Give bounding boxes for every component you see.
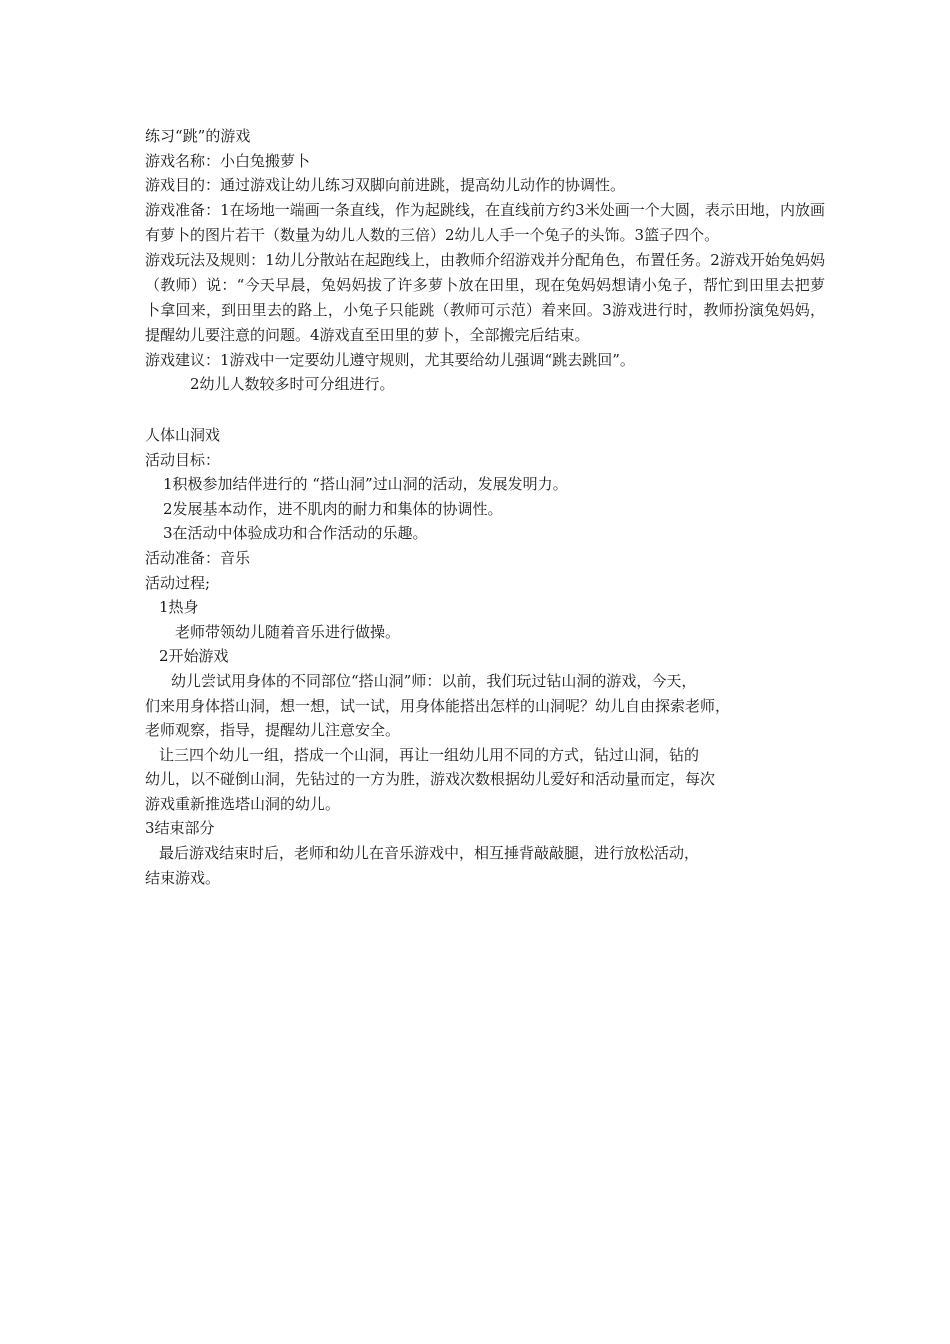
step-text: 们来用身体搭山洞，想一想，试一试，用身体能搭出怎样的山洞呢？幼儿自由探索老师， [145,696,731,715]
goal-label: 活动目标： [145,450,221,469]
step-text: 幼儿，以不碰倒山洞，先钻过的一方为胜，游戏次数根据幼儿爱好和活动量而定，每次 [145,770,716,789]
goal-item: 1积极参加结伴进行的 “搭山洞”过山洞的活动，发展发明力。 [163,475,568,494]
process-label: 活动过程; [145,573,211,592]
game-prep: 游戏准备：1在场地一端画一条直线，作为起跳线，在直线前方约3米处画一个大圆，表示田地，内放画有萝卜的图片若干（数量为幼儿人数的三倍）2幼儿人手一个兔子的头饰。3篮子四个。 [145,200,825,244]
step-title: 2开始游戏 [159,647,229,666]
game-rules: 游戏玩法及规则：1幼儿分散站在起跑线上，由教师介绍游戏并分配角色，布置任务。2游戏开始兔妈妈（教师）说：“今天早晨，兔妈妈拔了许多萝卜放在田里，现在兔妈妈想请小兔子，帮忙到田里去把萝卜拿回来，到田里去的路上，小兔子只能跳（教师可示范）着来回。3游戏进行时，教师扮演兔妈妈，提醒幼儿要注意的问题。4游戏直至田里的萝卜，全部搬完后结束。 [145,250,825,344]
step-text: 老师带领幼儿随着音乐进行做操。 [175,622,401,641]
game-name: 游戏名称：小白兔搬萝卜 [145,151,311,170]
step-title: 3结束部分 [145,819,215,838]
game-advice-1: 游戏建议：1游戏中一定要幼儿遵守规则，尤其要给幼儿强调“跳去跳回”。 [145,350,635,369]
step-text: 最后游戏结束时后，老师和幼儿在音乐游戏中，相互捶背敲敲腿，进行放松活动， [159,844,700,863]
goal-item: 2发展基本动作，进不肌肉的耐力和集体的协调性。 [163,499,503,518]
step-text: 幼儿尝试用身体的不同部位“搭山洞”师：以前，我们玩过钻山洞的游戏，今天， [171,671,697,690]
step-text: 老师观察，指导，提醒幼儿注意安全。 [145,721,401,740]
step-title: 1热身 [159,598,199,617]
section-gap [145,397,825,423]
activity-prep: 活动准备：音乐 [145,548,251,567]
step-text: 游戏重新推选塔山洞的幼儿。 [145,794,341,813]
game-advice-2: 2幼儿人数较多时可分组进行。 [190,375,395,394]
document-page [145,124,825,890]
section-title: 练习“跳”的游戏 [145,127,251,145]
game-goal: 游戏目的：通过游戏让幼儿练习双脚向前进跳，提高幼儿动作的协调性。 [145,176,626,195]
section-title: 人体山洞戏 [145,425,221,444]
goal-item: 3在活动中体验成功和合作活动的乐趣。 [163,524,428,543]
step-text: 结束游戏。 [145,868,221,887]
step-text: 让三四个幼儿一组，搭成一个山洞，再让一组幼儿用不同的方式，钻过山洞，钻的 [159,745,700,764]
